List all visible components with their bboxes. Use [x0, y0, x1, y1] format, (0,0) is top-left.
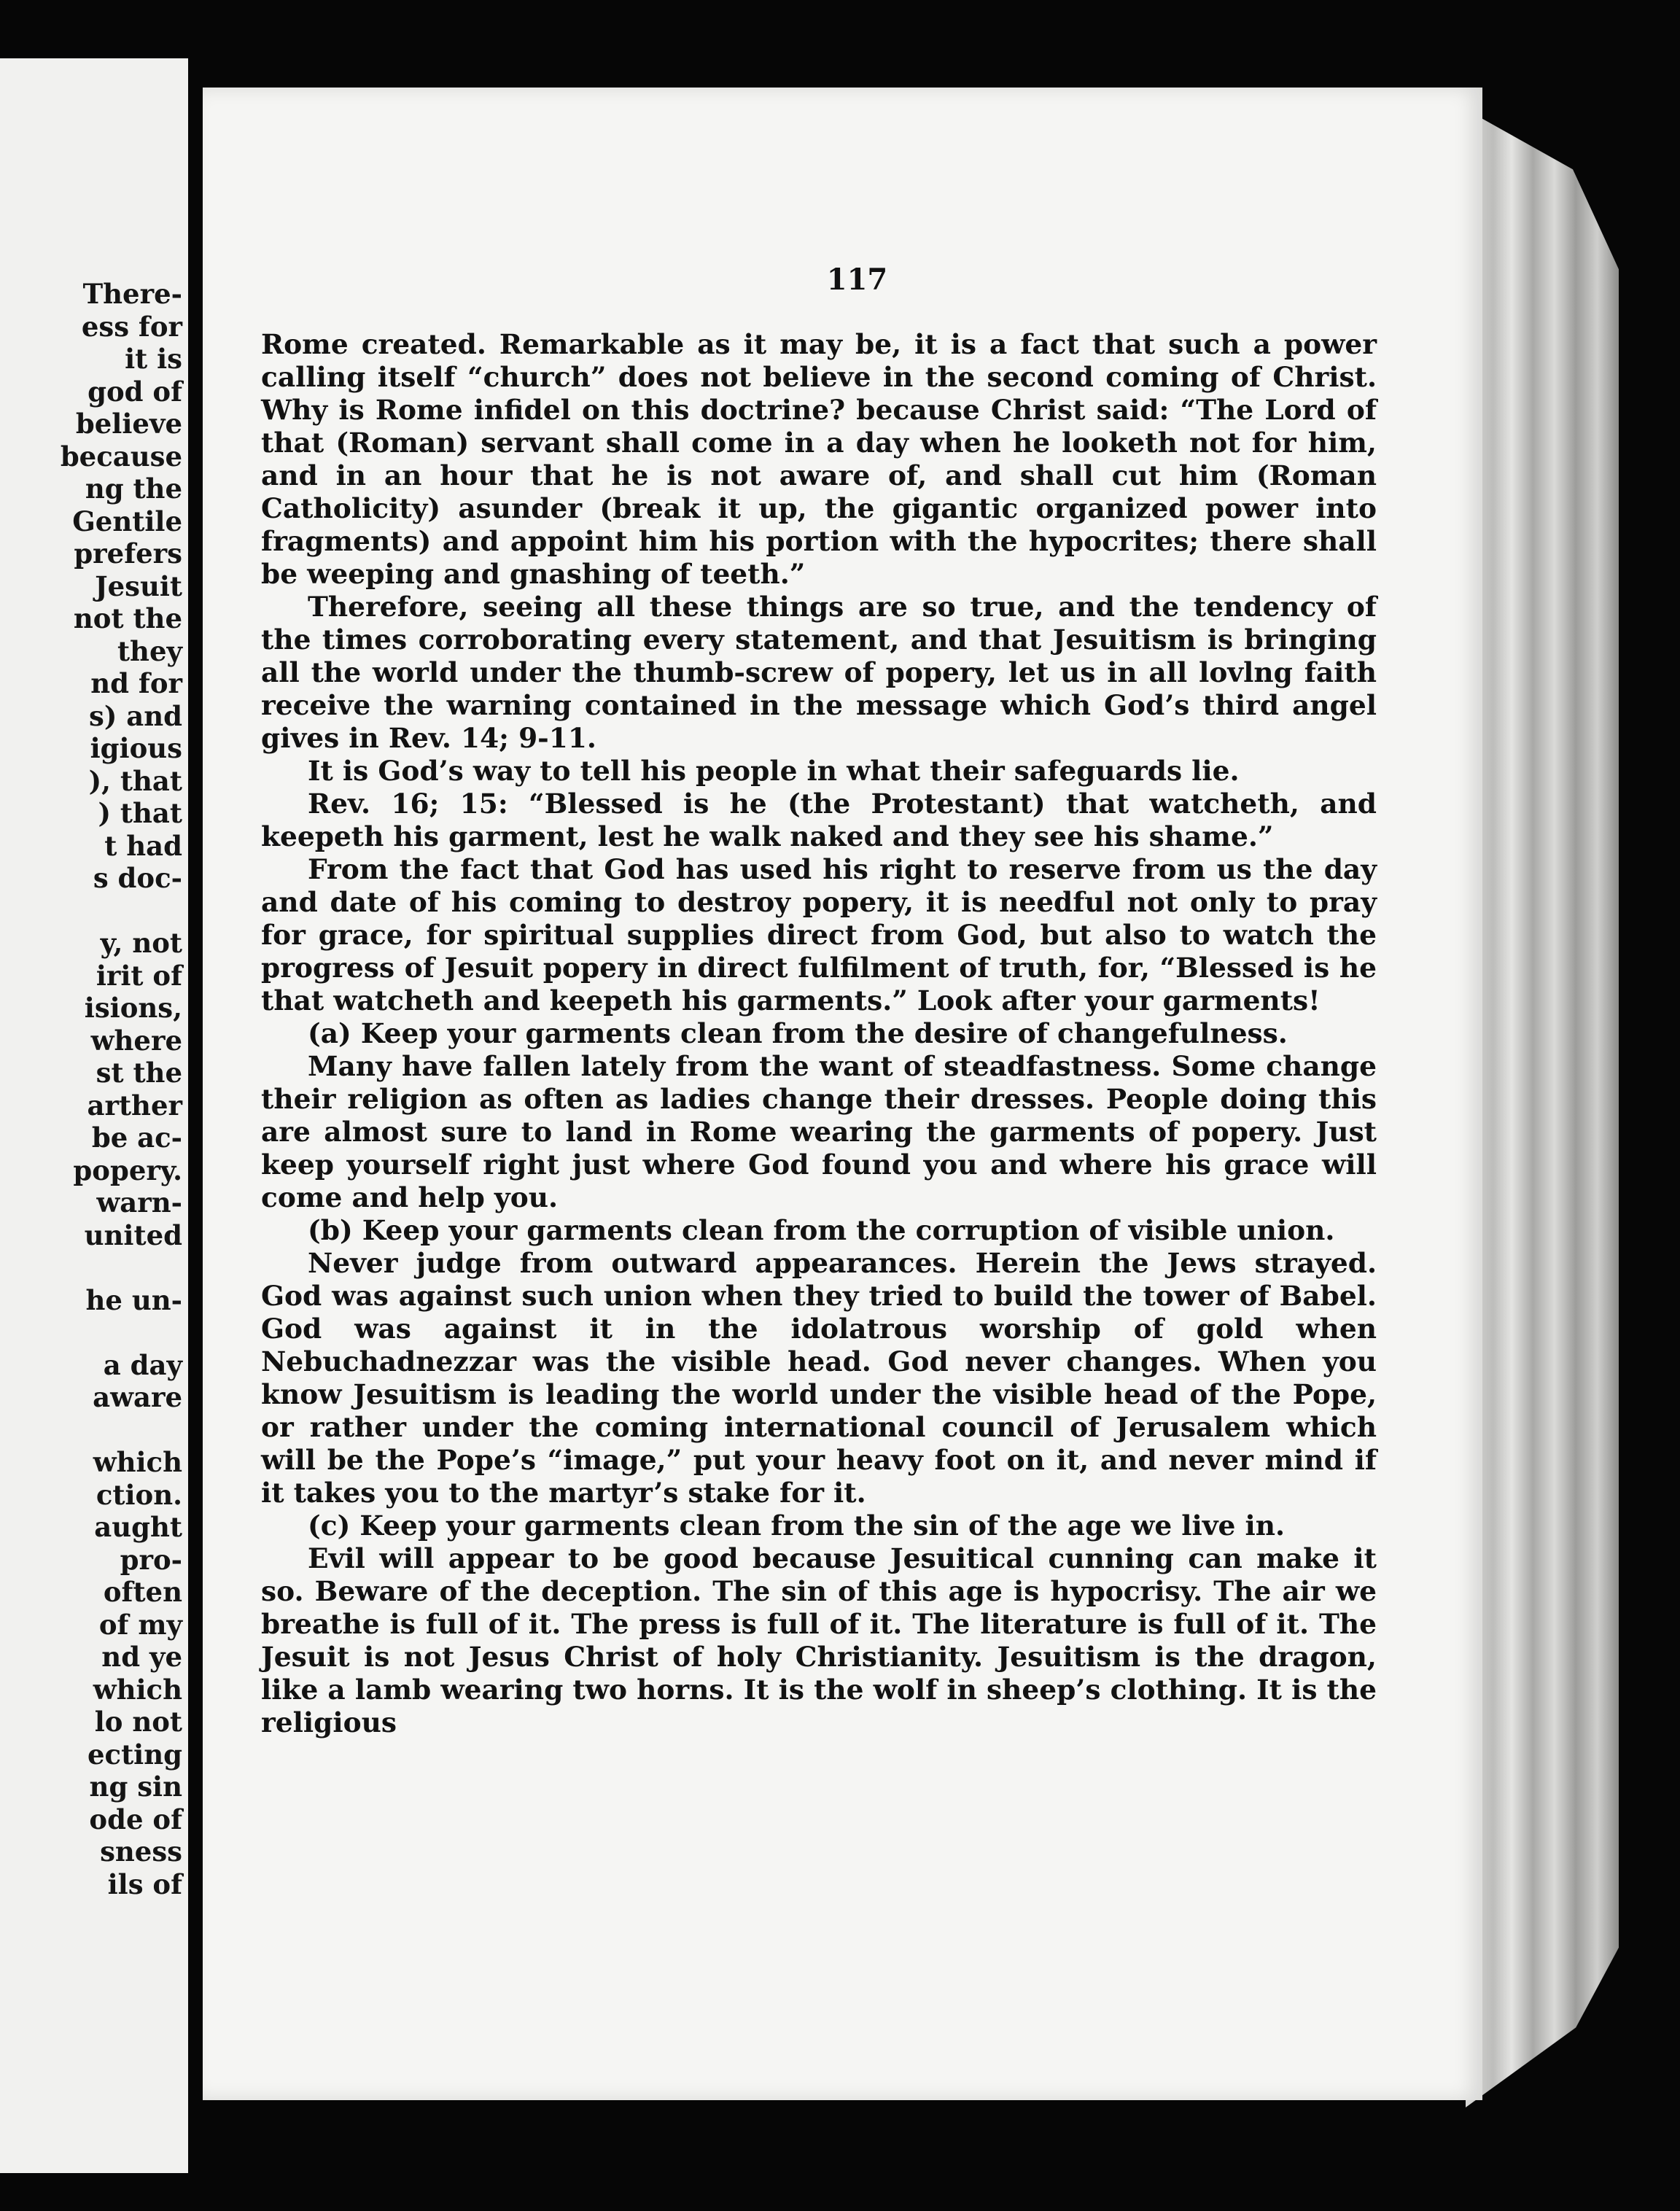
paragraph: (c) Keep your garments clean from the sin of the age we live in.: [308, 1509, 1286, 1542]
facing-page-line: nd for: [90, 667, 182, 699]
paragraph: Evil will appear to be good because Jesuitical cunning can make it so. Beware of the deception. The sin of this age is hypocrisy. The air we breathe is full of it. The press is full of it. The literature is full of it. The Jesuit is not Jesus Christ of holy Christianity. Jesuitism is the dragon, like a lamb wearing two horns. It is the wolf in sheep’s clothing. It is the religious: [261, 1542, 1377, 1738]
facing-page-line: he un-: [85, 1283, 182, 1316]
facing-page-line: nd ye: [101, 1641, 182, 1673]
paragraph: Many have fallen lately from the want of steadfastness. Some change their religion as often as ladies change their dresses. People doing this are almost sure to land in Rome wearing the garments of popery. Just keep yourself right just where God found you and where his grace will come and help you.: [261, 1050, 1377, 1213]
facing-page-line: ecting: [88, 1738, 182, 1771]
facing-page-line: not the: [73, 602, 182, 634]
facing-page-line: st the: [96, 1057, 182, 1089]
facing-page-line: igious: [90, 732, 182, 764]
facing-page-fragment: [0, 58, 188, 2173]
body-text: [261, 328, 1377, 1739]
facing-page-line: which: [93, 1446, 182, 1478]
facing-page-line: Jesuit: [95, 570, 182, 602]
facing-page-line: s) and: [89, 699, 182, 732]
facing-page-line: warn-: [96, 1186, 182, 1219]
facing-page-line: a day: [103, 1348, 182, 1381]
facing-page-line: because: [60, 440, 182, 473]
paragraph: From the fact that God has used his right to reserve from us the day and date of his coming to destroy popery, it is needful not only to pray for grace, for spiritual supplies direct from God, but also to watch the progress of Jesuit popery in direct fulfilment of truth, for, “Blessed is he that watcheth and keepeth his garments.” Look after your garments!: [261, 853, 1377, 1017]
facing-page-line: ) that: [98, 797, 182, 829]
facing-page-line: irit of: [96, 959, 182, 992]
facing-page-line: united: [84, 1219, 182, 1251]
paragraph: It is God’s way to tell his people in what their safeguards lie.: [308, 755, 1240, 787]
facing-page-line: lo not: [94, 1706, 182, 1738]
facing-page-line: y, not: [100, 927, 182, 959]
facing-page-line: ction.: [96, 1478, 182, 1511]
facing-page-line: arther: [87, 1089, 182, 1122]
facing-page-line: they: [117, 634, 182, 667]
facing-page-line: ode of: [89, 1803, 182, 1835]
facing-page-line: where: [90, 1024, 182, 1057]
page-number: 117: [826, 263, 888, 297]
book-page-edge: [1466, 109, 1619, 2107]
facing-page-line: ess for: [81, 310, 182, 343]
paragraph: Rome created. Remarkable as it may be, it is a fact that such a power calling itself “church” does not believe in the second coming of Christ. Why is Rome infidel on this doctrine? because Christ said: “The Lord of that (Roman) servant shall come in a day when he looketh not for him, and in an hour that he is not aware of, and shall cut him (Roman Catholicity) asunder (break it up, the gigantic organized power into fragments) and appoint him his portion with the hypocrites; there shall be weeping and gnashing of teeth.”: [261, 328, 1377, 590]
book-page: [203, 88, 1482, 2100]
facing-page-line: ils of: [107, 1868, 182, 1900]
facing-page-line: often: [103, 1576, 182, 1608]
facing-page-line: s doc-: [93, 862, 182, 894]
facing-page-line: There-: [82, 278, 182, 310]
paragraph: (b) Keep your garments clean from the corruption of visible union.: [308, 1214, 1335, 1246]
facing-page-line: popery.: [73, 1154, 182, 1186]
paragraph: Rev. 16; 15: “Blessed is he (the Protestant) that watcheth, and keepeth his garment, lest he walk naked and they see his shame.”: [261, 788, 1377, 852]
facing-page-line: t had: [104, 829, 182, 862]
facing-page-line: prefers: [74, 537, 182, 570]
facing-page-line: ng the: [85, 473, 182, 505]
facing-page-line: ng sin: [89, 1771, 182, 1803]
facing-page-line: pro-: [120, 1543, 182, 1576]
facing-page-line: Gentile: [72, 505, 182, 537]
facing-page-line: ), that: [88, 764, 182, 797]
facing-page-line: sness: [100, 1835, 182, 1868]
facing-page-line: believe: [75, 408, 182, 440]
paragraph: Never judge from outward appearances. Herein the Jews strayed. God was against such union when they tried to build the tower of Babel. God was against it in the idolatrous worship of gold when Nebuchadnezzar was the visible head. God never changes. When you know Jesuitism is leading the world under the visible head of the Pope, or rather under the coming international council of Jerusalem which will be the Pope’s “image,” put your heavy foot on it, and never mind if it takes you to the martyr’s stake for it.: [261, 1247, 1377, 1509]
facing-page-line: which: [93, 1673, 182, 1706]
paragraph: (a) Keep your garments clean from the desire of changefulness.: [308, 1017, 1288, 1049]
facing-page-line: god of: [88, 375, 182, 408]
facing-page-line: isions,: [84, 992, 182, 1024]
paragraph: Therefore, seeing all these things are so true, and the tendency of the times corroborating every statement, and that Jesuitism is bringing all the world under the thumb-screw of popery, let us in all lovlng faith receive the warning contained in the message which God’s third angel gives in Rev. 14; 9-11.: [261, 591, 1377, 754]
facing-page-line: it is: [125, 343, 182, 375]
facing-page-line: of my: [98, 1608, 182, 1641]
facing-page-line: aught: [94, 1511, 182, 1543]
facing-page-line: be ac-: [91, 1122, 182, 1154]
facing-page-line: aware: [93, 1381, 182, 1413]
